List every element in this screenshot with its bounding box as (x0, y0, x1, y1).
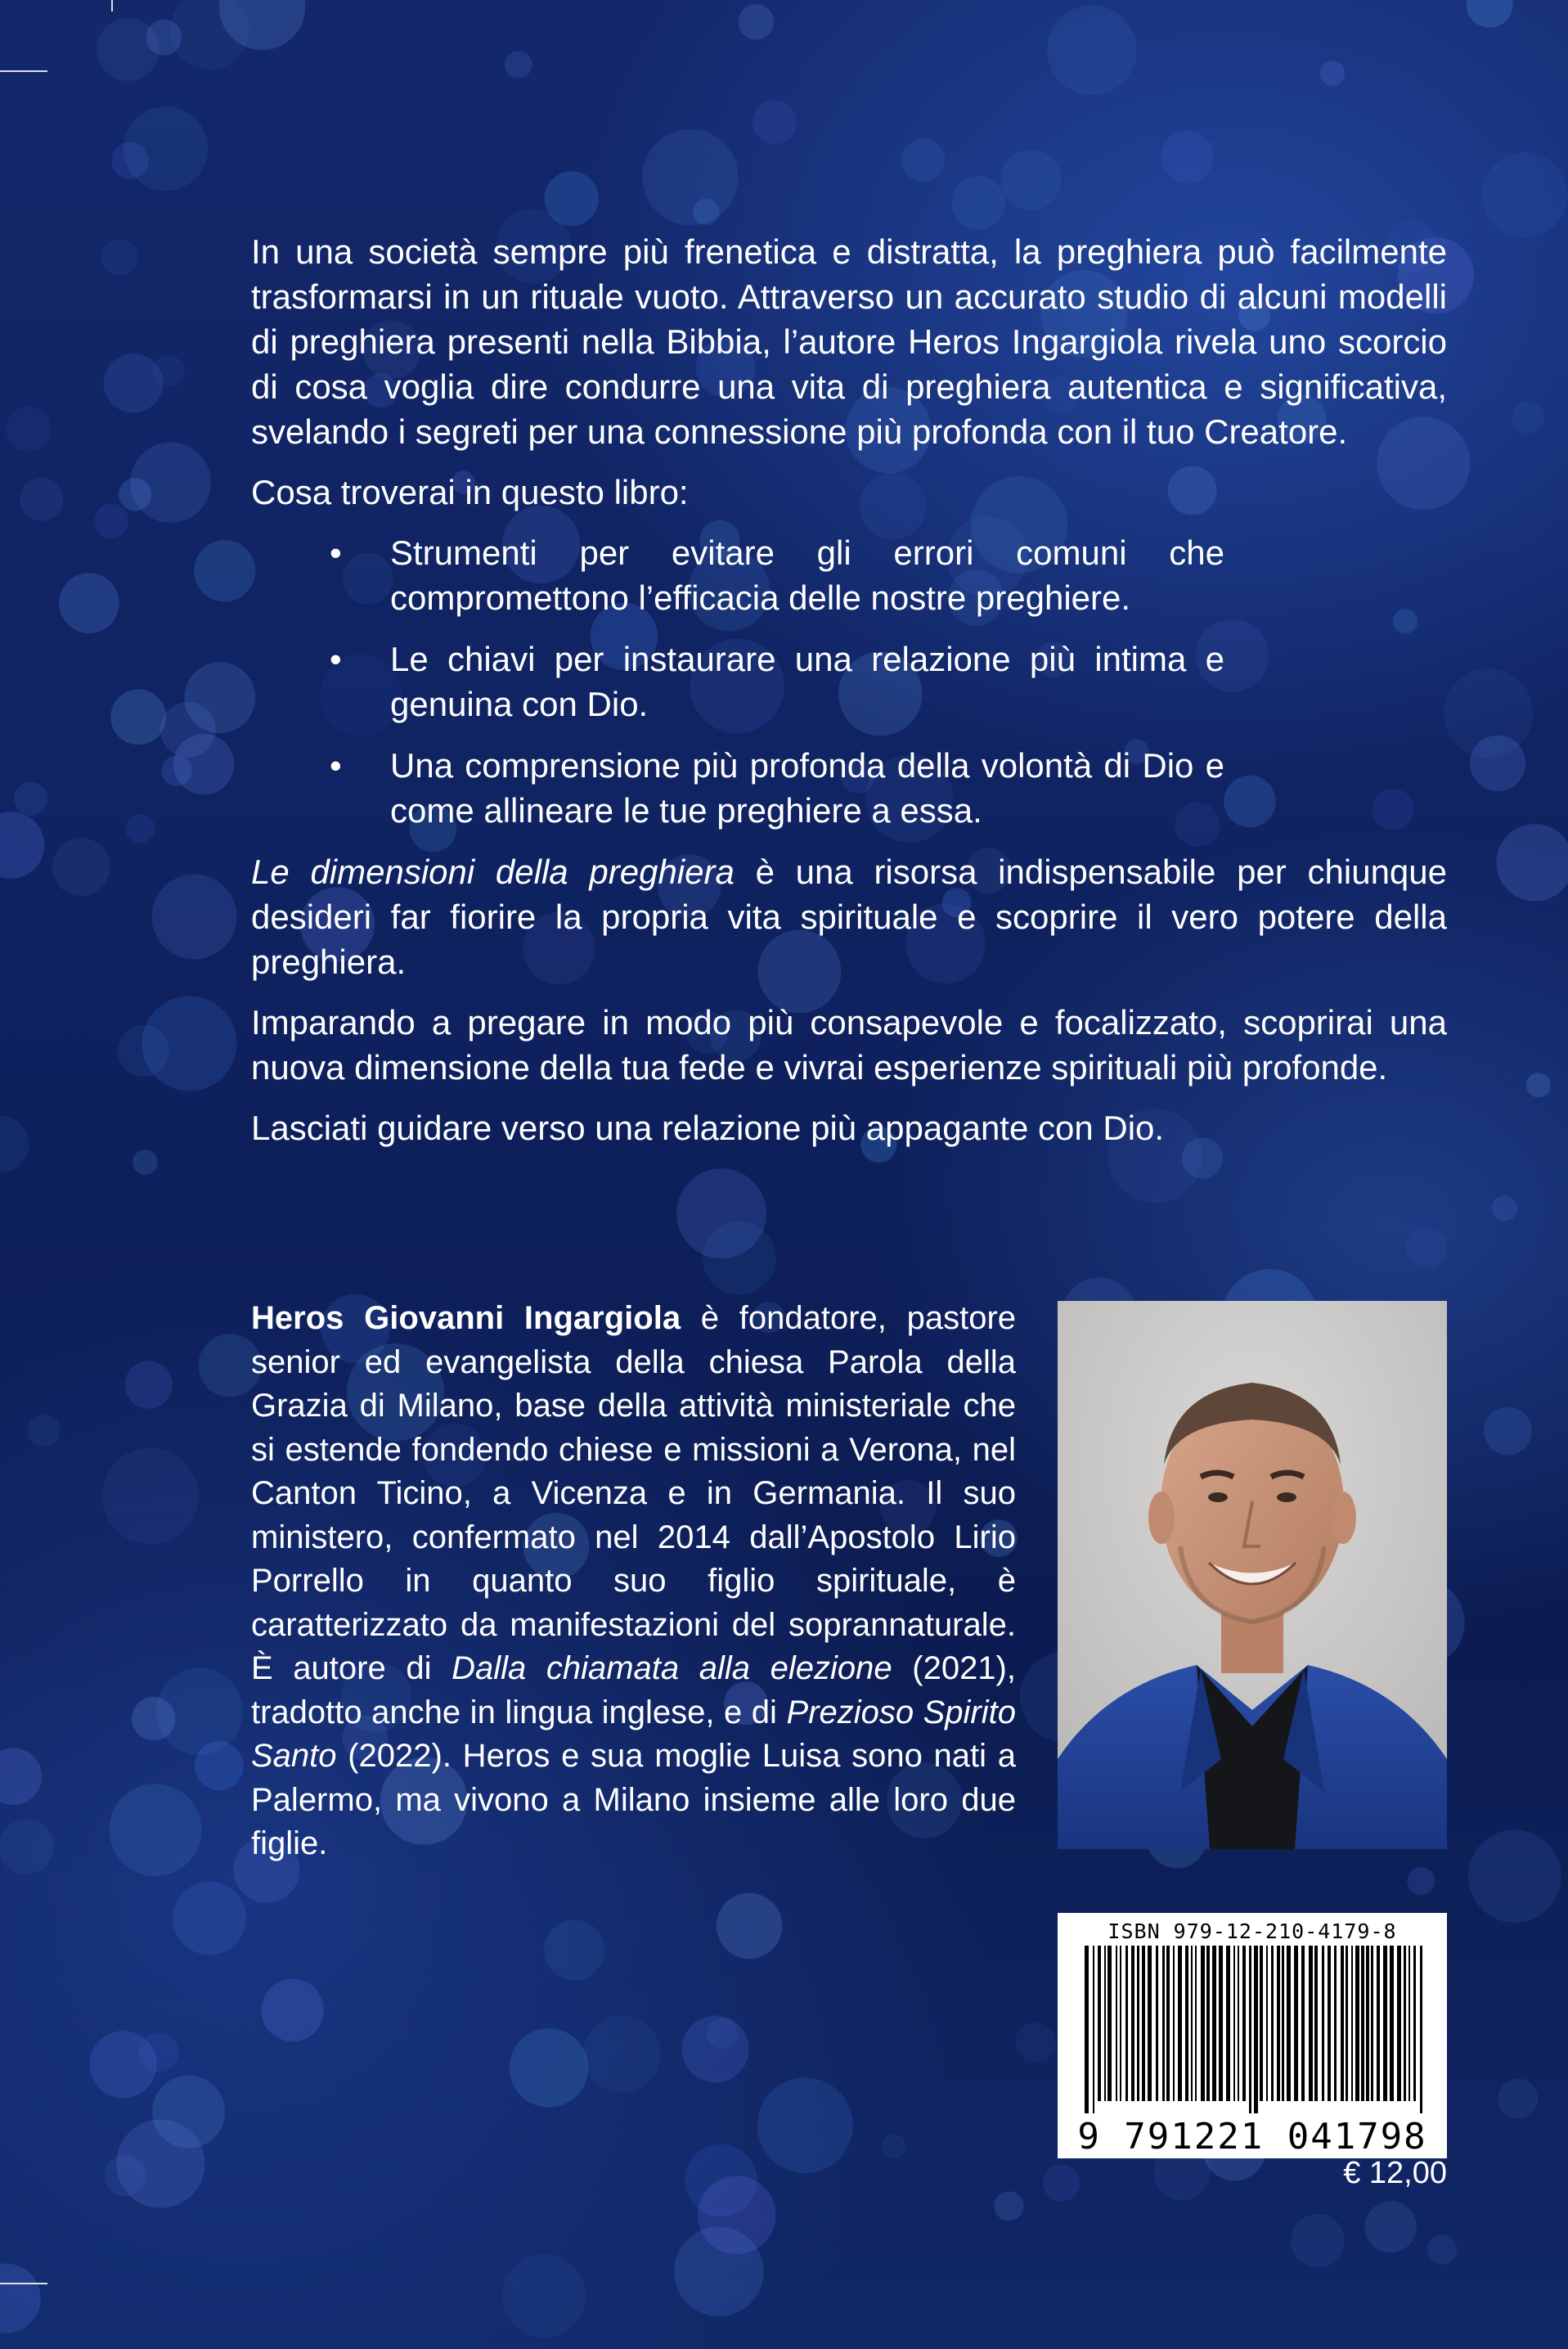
bokeh-dot (146, 20, 182, 56)
barcode-bar (1271, 1946, 1274, 2101)
bokeh-dot (1427, 2234, 1457, 2264)
bokeh-dot (505, 51, 532, 79)
barcode-bar (1226, 1946, 1230, 2101)
bokeh-dot (1161, 130, 1214, 183)
barcode-bars (1078, 1946, 1426, 2113)
barcode-bar (1185, 1946, 1188, 2101)
barcode-bar (1383, 1946, 1387, 2101)
bokeh-dot (1015, 2023, 1055, 2063)
bokeh-dot (59, 573, 119, 633)
bokeh-dot (510, 2028, 589, 2108)
bokeh-dot (1492, 1195, 1517, 1221)
bokeh-dot (1496, 824, 1568, 901)
bokeh-dot (130, 442, 211, 523)
barcode-bar (1249, 1946, 1251, 2113)
barcode-bar (1156, 1946, 1158, 2101)
list-item: • Le chiavi per instaurare una relazione più intima e genuina con Dio. (251, 637, 1224, 727)
bokeh-dot (133, 1150, 158, 1175)
bokeh-dot (1043, 2165, 1080, 2202)
bokeh-dot (14, 781, 47, 815)
barcode-bar (1397, 1946, 1401, 2101)
barcode-bar (1301, 1946, 1305, 2101)
bokeh-dot (124, 106, 208, 191)
bokeh-dot (1406, 1227, 1448, 1269)
barcode-bar (1254, 1946, 1258, 2113)
features-list (251, 530, 1447, 833)
barcode-bar (1314, 1946, 1318, 2101)
barcode-bar (1120, 1946, 1121, 2101)
bokeh-dot (152, 874, 237, 959)
bokeh-dot (116, 2120, 204, 2208)
bullet-icon: • (330, 746, 342, 785)
bokeh-dot (952, 176, 1005, 229)
bokeh-dot (27, 1414, 61, 1447)
bokeh-dot (544, 1919, 604, 1980)
bullet-icon: • (330, 533, 342, 572)
author-photo (1058, 1301, 1447, 1849)
list-item: • Una comprensione più profonda della volontà di Dio e come allineare le tue preghiere a essa. (251, 743, 1224, 833)
crop-mark (111, 0, 113, 11)
barcode-bar (1351, 1946, 1353, 2101)
bokeh-dot (1467, 0, 1513, 28)
barcode-bar (1142, 1946, 1145, 2101)
barcode-bar (1361, 1946, 1364, 2101)
barcode-bar (1238, 1946, 1239, 2101)
bokeh-dot (882, 2134, 906, 2158)
bokeh-dot (0, 1819, 54, 1874)
bokeh-dot (104, 353, 164, 413)
bokeh-dot (194, 540, 255, 601)
bokeh-dot (109, 1784, 201, 1876)
bokeh-dot (118, 1025, 169, 1077)
bokeh-dot (757, 2077, 853, 2173)
bokeh-dot (52, 838, 110, 896)
list-heading: Cosa troverai in questo libro: (251, 473, 689, 511)
author-name: Heros Giovanni Ingargiola (251, 1300, 681, 1336)
bokeh-dot (94, 504, 128, 538)
bokeh-dot (544, 171, 599, 226)
bokeh-dot (102, 1448, 199, 1545)
barcode-bar (1116, 1946, 1117, 2101)
bokeh-dot (1526, 1073, 1551, 1097)
bokeh-dot (1512, 402, 1544, 434)
isbn-label: ISBN 979-12-210-4179-8 (1107, 1919, 1397, 1943)
author-bio: Heros Giovanni Ingargiola è fondatore, pastore senior ed evangelista della chiesa Parola della Grazia di Milano, base della attività ministeriale che si estende fondendo chiese e missioni a Verona, nel Canton Ticino, a Vicenza e in Germania. Il suo ministero, confermato nel 2014 dall’Apostolo Lirio Porrello in quanto suo figlio spirituale, è caratterizzato da manifestazioni del soprannaturale. È autore di Dalla chiamata alla elezione (2021), tradotto anche in lingua inglese, e di Prezioso Spirito Santo (2022). Heros e sua moglie Luisa sono nati a Palermo, ma vivono a Milano insieme alle loro due figlie. (251, 1300, 1017, 1861)
barcode-bar (1148, 1946, 1152, 2101)
barcode-bar (1355, 1946, 1359, 2101)
bokeh-dot (1468, 1829, 1561, 1923)
crop-mark (0, 70, 47, 72)
bullet-icon: • (330, 640, 342, 678)
bokeh-dot (717, 1893, 783, 1960)
bokeh-dot (1444, 668, 1533, 758)
barcode-bar (1201, 1946, 1205, 2101)
bokeh-dot (0, 1748, 42, 1806)
ean-digits: 9 791221 041798 (1077, 2116, 1427, 2158)
bokeh-dot (901, 138, 945, 182)
bokeh-dot (501, 2254, 586, 2338)
barcode-bar (1104, 1946, 1106, 2101)
bokeh-dot (139, 2032, 179, 2072)
bokeh-dot (173, 1882, 246, 1955)
barcode-bar (1404, 1946, 1406, 2101)
bokeh-dot (642, 129, 738, 225)
bokeh-dot (0, 2264, 41, 2333)
bokeh-dot (153, 355, 185, 387)
bokeh-dot (101, 239, 138, 276)
barcode-bar (1294, 1946, 1298, 2101)
barcode-bar (1107, 1946, 1112, 2101)
bokeh-dot (1319, 61, 1345, 86)
bokeh-dot (6, 407, 51, 452)
bokeh-dot (126, 814, 155, 844)
bokeh-dot (261, 1979, 324, 2042)
book-title: Le dimensioni della preghiera (251, 853, 735, 891)
barcode-bar (1287, 1946, 1291, 2101)
barcode-bar (1322, 1946, 1324, 2101)
intro-paragraph: In una società sempre più frenetica e distratta, la preghiera può facilmente trasformarsi in un rituale vuoto. Attraverso un accurato studio di alcuni modelli di preghiera presenti nella Bibbia, l’autore Heros Ingargiola rivela uno scorcio di cosa voglia dire condurre una vita di preghiera autentica e significativa, svelando i segreti per una connessione più profonda con il tuo Creatore. (251, 232, 1447, 451)
barcode-bar (1162, 1946, 1165, 2101)
bokeh-dot (1291, 2214, 1344, 2267)
barcode-bar (1131, 1946, 1134, 2101)
list-item: • Strumenti per evitare gli errori comuni che compromettono l’efficacia delle nostre preghiere. (251, 530, 1224, 620)
barcode-bar (1413, 1946, 1416, 2101)
barcode-bar (1212, 1946, 1216, 2101)
barcode-bar (1366, 1946, 1369, 2101)
bokeh-dot (1498, 2079, 1538, 2119)
bokeh-dot (739, 4, 775, 40)
bokeh-dot (685, 2144, 757, 2217)
bokeh-dot (1000, 150, 1061, 210)
barcode-bar (1166, 1946, 1170, 2101)
back-cover-blurb (251, 229, 1447, 1166)
barcode-bar (1093, 1946, 1094, 2113)
bokeh-dot (707, 2018, 738, 2050)
closing-paragraph: Lasciati guidare verso una relazione più appagante con Dio. (251, 1109, 1165, 1147)
price-label: € 12,00 (1343, 2156, 1447, 2190)
barcode-bar (1420, 1946, 1422, 2113)
book-title: Prezioso Spirito Santo (251, 1694, 1016, 1774)
barcode-bar (1178, 1946, 1182, 2101)
bokeh-dot (1484, 1407, 1532, 1456)
barcode-bar (1242, 1946, 1246, 2101)
summary-paragraph: Le dimensioni della preghiera è una risorsa indispensabile per chiunque desideri far fiorire la propria vita spirituale e scoprire il vero potere della preghiera. (251, 853, 1447, 981)
barcode-bar (1309, 1946, 1313, 2101)
barcode-bar (1409, 1946, 1410, 2101)
bokeh-dot (110, 690, 166, 745)
book-title: Dalla chiamata alla elezione (452, 1650, 892, 1686)
isbn-barcode (1058, 1913, 1447, 2158)
bokeh-dot (125, 1361, 173, 1408)
bokeh-dot (0, 812, 44, 879)
barcode-bar (1173, 1946, 1175, 2101)
bokeh-dot (195, 1741, 244, 1790)
barcode-bar (1233, 1946, 1235, 2101)
barcode-bar (1206, 1946, 1210, 2101)
bokeh-dot (1047, 6, 1137, 96)
bokeh-dot (703, 1222, 776, 1295)
barcode-bar (1341, 1946, 1344, 2101)
barcode-bar (1219, 1946, 1223, 2101)
barcode-bar (1328, 1946, 1331, 2101)
bokeh-dot (994, 2191, 1023, 2221)
barcode-bar (1277, 1946, 1280, 2101)
bokeh-dot (184, 662, 255, 733)
bokeh-dot (583, 2015, 661, 2093)
barcode-bar (1085, 1946, 1089, 2113)
barcode-bar (1334, 1946, 1337, 2101)
learning-paragraph: Imparando a pregare in modo più consapevole e focalizzato, scoprirai una nuova dimensione della tua fede e vivrai esperienze spirituali più profonde. (251, 1003, 1447, 1087)
barcode-bar (1137, 1946, 1139, 2101)
crop-mark (0, 2283, 47, 2284)
barcode-bar (1266, 1946, 1268, 2101)
barcode-bar (1282, 1946, 1284, 2101)
barcode-bar (1195, 1946, 1197, 2101)
bokeh-dot (1407, 1867, 1435, 1895)
bokeh-dot (132, 1697, 175, 1740)
barcode-bar (1098, 1946, 1101, 2101)
barcode-bar (1125, 1946, 1128, 2101)
barcode-bar (1346, 1946, 1348, 2101)
bokeh-dot (0, 1116, 29, 1173)
barcode-bar (1260, 1946, 1263, 2101)
bokeh-dot (1365, 2201, 1417, 2252)
bokeh-dot (20, 478, 63, 521)
barcode-bar (1390, 1946, 1394, 2101)
bokeh-dot (1482, 152, 1567, 237)
barcode-bar (1191, 1946, 1193, 2101)
bokeh-dot (753, 100, 797, 144)
bokeh-dot (170, 0, 249, 70)
barcode-bar (1371, 1946, 1373, 2101)
barcode-bar (1377, 1946, 1380, 2101)
